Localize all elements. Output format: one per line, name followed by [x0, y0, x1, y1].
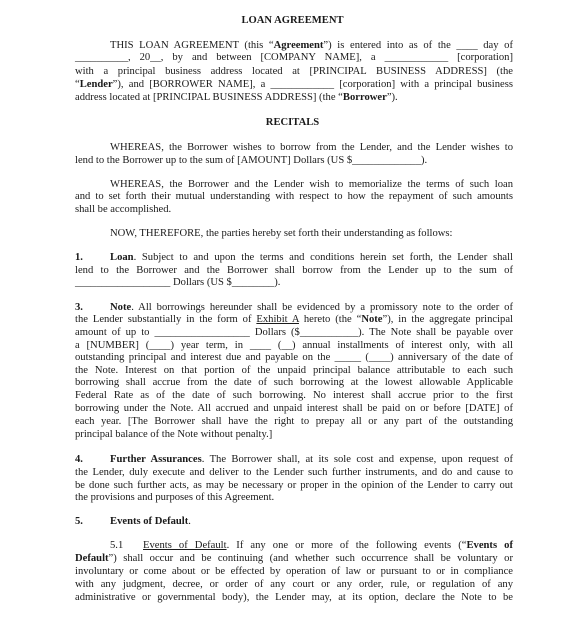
section-5-1-line-4: with any judgment, decree, or order of any court or any order, rule, or regulation of any	[75, 579, 513, 590]
section-4-line-4: the provisions and purposes of this Agreement.	[75, 492, 275, 503]
whereas2-line-3: shall be accomplished.	[75, 204, 172, 215]
intro-line-2: __________, 20__, by and between [COMPANY NAME], a ____________ [corporation]	[75, 52, 513, 63]
section-5-1-line-5: administrative or governmental body), the Lender may, at its option, declare the Note to be	[75, 592, 513, 603]
section-1-line-1: Loan. Subject to and upon the terms and conditions herein set forth, the Lender shall	[110, 252, 513, 263]
section-3-line-3: amount of up to __________________ Dollars ($___________). The Note shall be payable over	[75, 327, 513, 338]
whereas1-line-1: WHEREAS, the Borrower wishes to borrow from the Lender, and the Lender wishes to	[110, 142, 513, 153]
section-3-line-8: Federal Rate as of the date of such borrowing. No interest shall accrue prior to the first	[75, 390, 513, 401]
section-5-1-line-2: Default”) shall occur and be continuing (and whether such occurrence shall be voluntary or	[75, 553, 513, 564]
recitals-heading: RECITALS	[265, 117, 320, 128]
section-3-line-7: borrowing shall accrue from the date of such borrowing at the lowest allowable Applicable	[75, 377, 513, 388]
section-3-line-9: borrowing under the Note. All accrued and unpaid interest shall be paid on or before [DATE] of	[75, 403, 513, 414]
document-title: LOAN AGREEMENT	[241, 15, 344, 26]
section-3-line-10: each year. [The Borrower shall have the right to prepay all or any part of the outstanding	[75, 416, 513, 427]
section-4-number: 4.	[75, 454, 83, 465]
exhibit-a-link[interactable]: Exhibit A	[256, 314, 299, 325]
section-1-line-2: lend to the Borrower and the Borrower shall borrow from the Lender up to the sum of	[75, 265, 513, 276]
section-1-number: 1.	[75, 252, 83, 263]
intro-line-5: address located at [PRINCIPAL BUSINESS ADDRESS] (the “Borrower”).	[75, 92, 398, 103]
section-3-line-5: outstanding principal and interest due and payable on the _____ (____) anniversary of the date of	[75, 352, 513, 363]
section-4-line-1: Further Assurances. The Borrower shall, at its sole cost and expense, upon request of	[110, 454, 514, 465]
whereas2-line-1: WHEREAS, the Borrower and the Lender wish to memorialize the terms of such loan	[110, 179, 513, 190]
section-5-1-line-1: Events of Default. If any one or more of the following events (“Events of	[143, 540, 513, 551]
section-3-line-4: a [NUMBER] (____) year term, in ____ (__) annual installments of interest only, with all	[75, 340, 513, 351]
whereas1-line-2: lend to the Borrower up to the sum of [AMOUNT] Dollars (US $_____________).	[75, 155, 428, 166]
section-3-line-6: the Note. Interest on that portion of the unpaid principal balance attributable to each such	[75, 365, 513, 376]
section-3-line-1: Note. All borrowings hereunder shall be evidenced by a promissory note to the order of	[110, 302, 513, 313]
therefore-line: NOW, THEREFORE, the parties hereby set forth their understanding as follows:	[110, 228, 453, 239]
section-5-number: 5.	[75, 516, 83, 527]
section-4-line-3: be done such further acts, as may be necessary or proper in the opinion of the Lender to carry out	[75, 480, 513, 491]
section-5-heading: Events of Default.	[110, 516, 191, 527]
whereas2-line-2: and to set forth their mutual understanding with respect to how the repayment of such amounts	[75, 191, 513, 202]
section-5-1-number: 5.1	[110, 540, 124, 551]
intro-line-3: with a principal business address located at [PRINCIPAL BUSINESS ADDRESS] (the	[75, 66, 513, 77]
intro-line-1: THIS LOAN AGREEMENT (this “Agreement”) is entered into as of the ____ day of	[110, 40, 514, 51]
section-1-line-3: __________________ Dollars (US $________).	[75, 277, 281, 288]
intro-line-4: “Lender”), and [BORROWER NAME], a ____________ [corporation] with a principal business	[75, 79, 513, 90]
section-4-line-2: the Lender, duly execute and deliver to the Lender such further instruments, and do and cause to	[75, 467, 513, 478]
section-5-1-line-3: involuntary or come about or be effected by operation of law or pursuant to or in compliance	[75, 566, 513, 577]
section-3-number: 3.	[75, 302, 83, 313]
section-3-line-11: principal balance of the Note without penalty.]	[75, 429, 273, 440]
section-3-line-2: the Lender substantially in the form of Exhibit A hereto (the “Note”), in the aggregate principal	[75, 314, 513, 325]
